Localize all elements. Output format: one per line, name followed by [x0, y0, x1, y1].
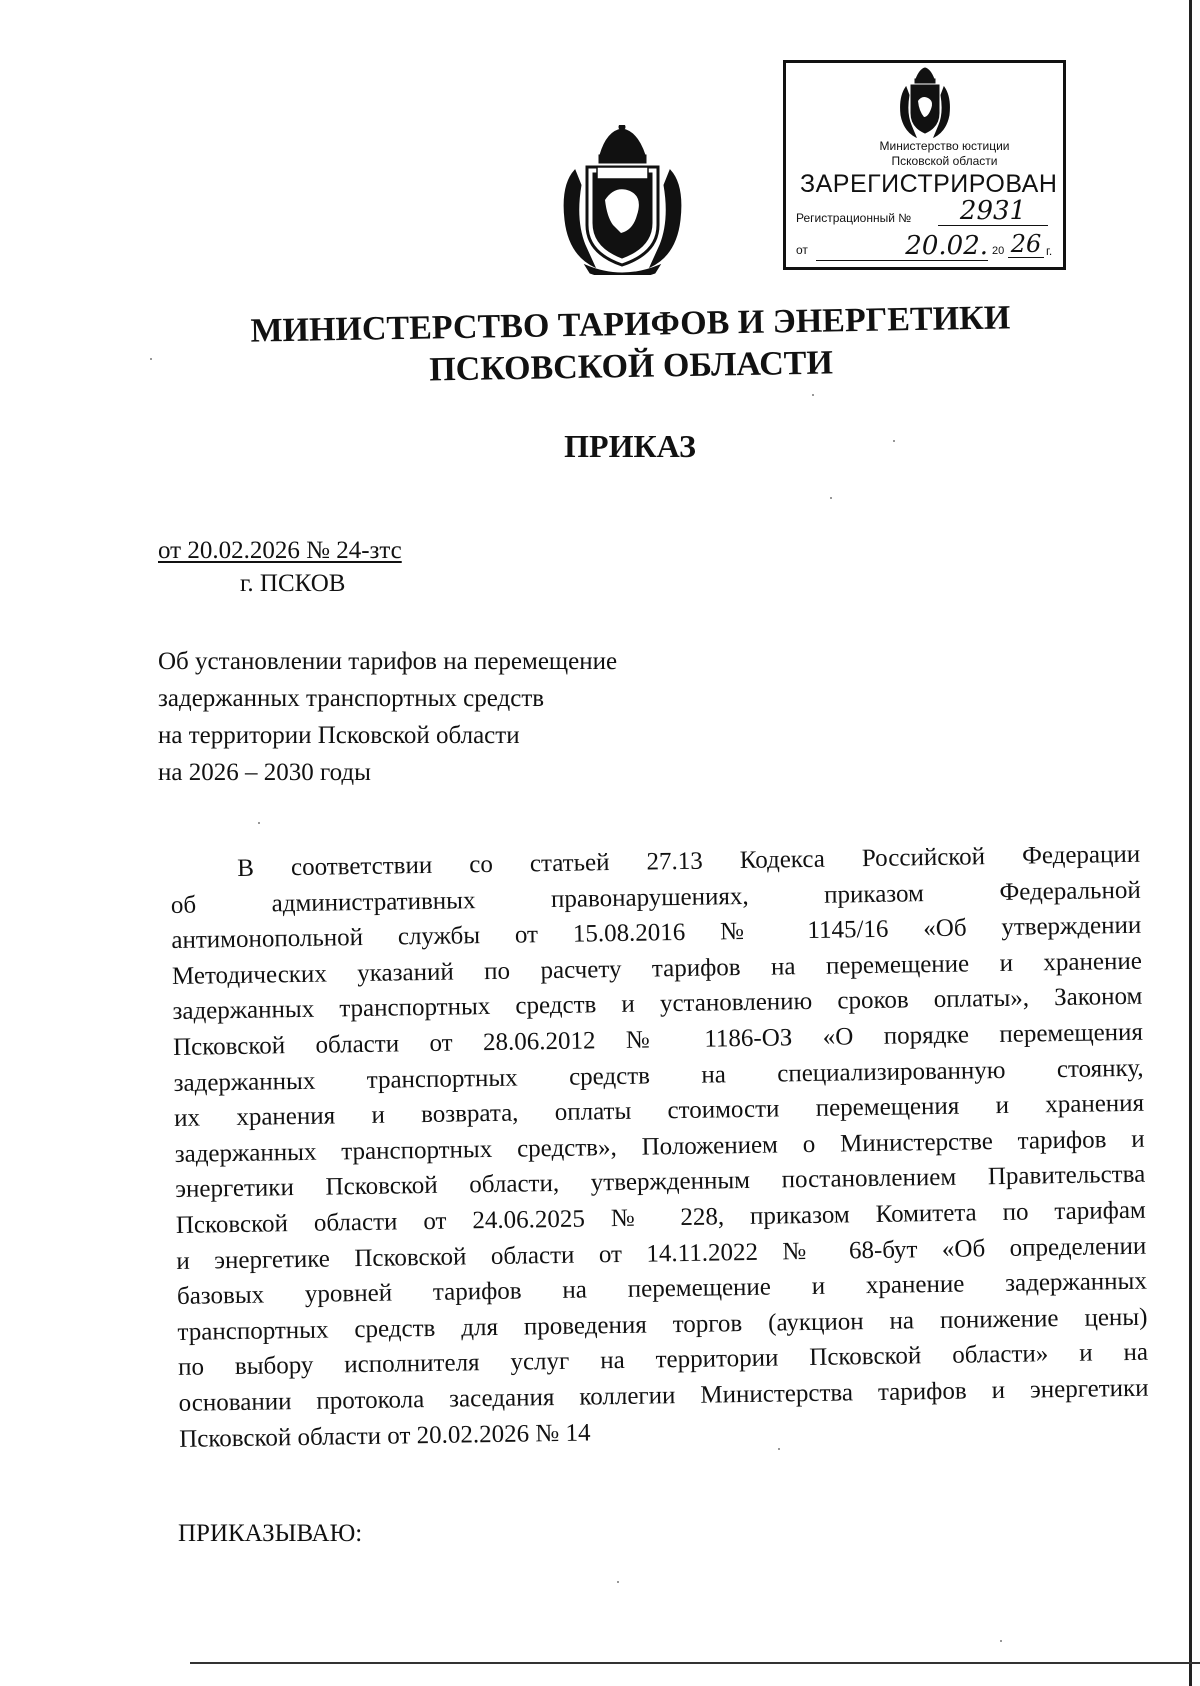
- body-line: их хранения и возврата, оплаты стоимости перемещения и хранения: [173, 1089, 1145, 1133]
- order-date-number: от 20.02.2026 № 24-зтс: [158, 537, 402, 564]
- body-line: транспортных средств для проведения торгов (аукцион на понижение цены): [177, 1303, 1148, 1346]
- stamp-org-line2: Псковской области: [891, 154, 998, 168]
- scan-speck: [812, 394, 814, 396]
- scan-speck: [258, 822, 260, 824]
- stamp-reg-label: Регистрационный №: [796, 211, 912, 225]
- stamp-coat-of-arms-icon: [896, 67, 954, 139]
- body-line: В соответствии со статьей 27.13 Кодекса Российской Федерации: [237, 840, 1141, 882]
- scan-speck: [1000, 1640, 1002, 1642]
- stamp-organization: [786, 139, 1063, 169]
- body-line: Методических указаний по расчету тарифов на перемещение и хранение: [171, 947, 1143, 990]
- scan-speck: [617, 1581, 619, 1583]
- scan-speck: [830, 497, 832, 499]
- stamp-from-label: от: [796, 243, 808, 257]
- subject-line: на 2026 – 2030 годы: [158, 759, 371, 786]
- body-line: задержанных транспортных средств и установлению сроков оплаты», Законом: [172, 983, 1143, 1026]
- subject-line: задержанных транспортных средств: [158, 685, 545, 712]
- registration-stamp: [783, 60, 1066, 270]
- scan-edge-bottom: [190, 1662, 1200, 1664]
- order-city: г. ПСКОВ: [240, 570, 346, 597]
- ministry-title: [0, 293, 1200, 399]
- body-line: базовых уровней тарифов на перемещение и хранение задержанных: [176, 1267, 1148, 1311]
- stamp-year-suffix: г.: [1046, 244, 1053, 258]
- ministry-title-line2: ПСКОВСКОЙ ОБЛАСТИ: [428, 344, 834, 389]
- body-line: об административных правонарушениях, приказом Федеральной: [170, 876, 1141, 919]
- scan-edge-right: [1189, 0, 1192, 1686]
- scan-speck: [150, 358, 152, 360]
- stamp-date: 20.02.: [816, 232, 988, 261]
- stamp-year: 26: [1008, 231, 1044, 258]
- stamp-title: ЗАРЕГИСТРИРОВАН: [800, 170, 1058, 198]
- body-line: задержанных транспортных средств», Положением о Министерстве тарифов и: [174, 1125, 1145, 1168]
- body-line: Псковской области от 28.06.2012 № 1186-ОЗ «О порядке перемещения: [172, 1018, 1144, 1061]
- body-line: Псковской области от 24.06.2025 № 228, приказом Комитета по тарифам: [175, 1196, 1146, 1239]
- order-body: [170, 837, 1149, 1457]
- stamp-year-prefix: 20: [992, 245, 1005, 257]
- stamp-reg-number: 2931: [938, 197, 1048, 226]
- coat-of-arms-icon: [555, 125, 690, 275]
- document-type-title: ПРИКАЗ: [564, 428, 696, 464]
- order-subject: [158, 643, 617, 791]
- order-directive-word: ПРИКАЗЫВАЮ:: [178, 1520, 363, 1547]
- subject-line: Об установлении тарифов на перемещение: [158, 648, 618, 675]
- stamp-org-line1: Министерство юстиции: [879, 139, 1010, 153]
- body-line: основании протокола заседания коллегии Министерства тарифов и энергетики: [178, 1374, 1149, 1417]
- body-line: антимонопольной службы от 15.08.2016 № 1145/16 «Об утверждении: [171, 911, 1142, 955]
- subject-line: на территории Псковской области: [158, 722, 520, 749]
- scan-speck: [778, 1448, 780, 1450]
- scan-speck: [893, 440, 895, 442]
- body-line: и энергетике Псковской области от 14.11.2022 № 68-бут «Об определении: [176, 1232, 1147, 1275]
- ministry-title-line1: МИНИСТЕРСТВО ТАРИФОВ И ЭНЕРГЕТИКИ: [250, 299, 1011, 350]
- body-line: энергетики Псковской области, утвержденным постановлением Правительства: [175, 1161, 1146, 1204]
- body-line: по выбору исполнителя услуг на территории Псковской области» и на: [177, 1339, 1149, 1382]
- body-line: задержанных транспортных средств на специализированную стоянку,: [173, 1054, 1144, 1097]
- body-line: Псковской области от 20.02.2026 № 14: [179, 1418, 591, 1453]
